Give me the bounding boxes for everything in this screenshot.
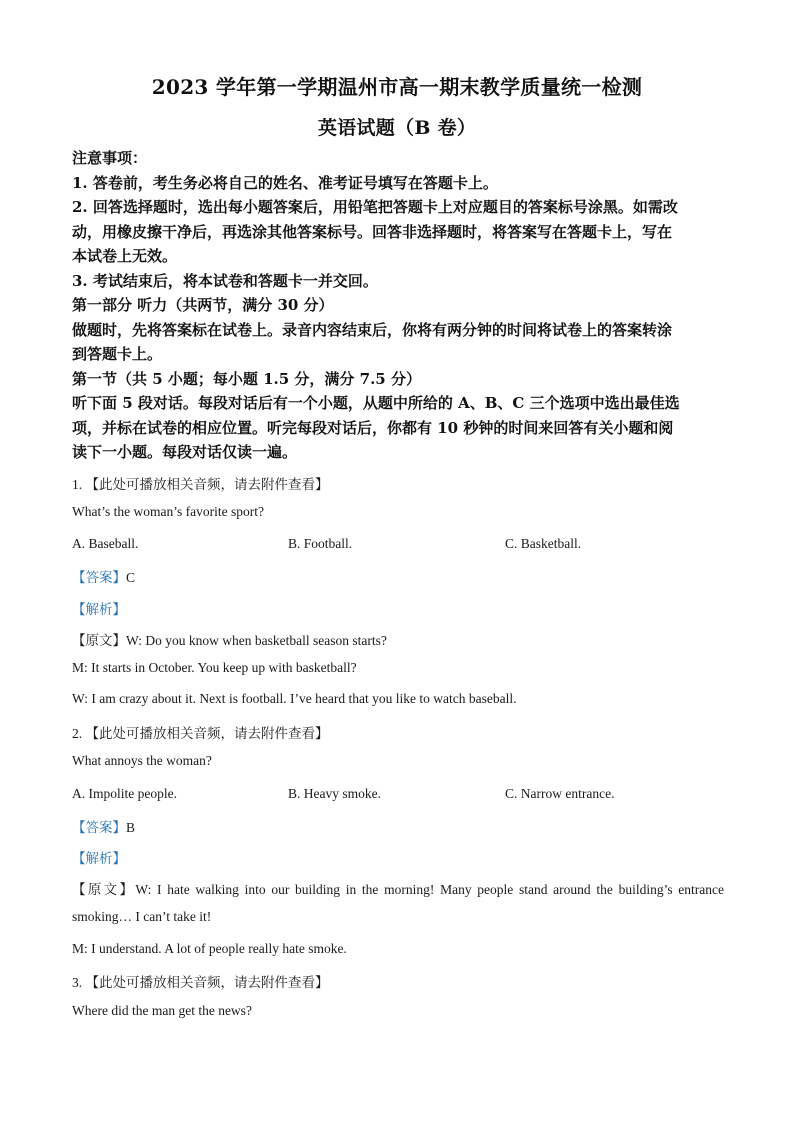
q3-audio-note: 3. 【此处可播放相关音频，请去附件查看】 bbox=[72, 975, 329, 990]
q2-answer-tag: 【答案】 bbox=[72, 820, 126, 835]
q1-transcript-line-3: W: I am crazy about it. Next is football. I’ve heard that you like to watch baseball. bbox=[72, 691, 517, 706]
section-1-heading: 第一节（共 5 小题；每小题 1.5 分，满分 7.5 分） bbox=[72, 369, 421, 388]
section-1-description-line-2: 项，并标在试卷的相应位置。听完每段对话后，你都有 10 秒钟的时间来回答有关小题和阅 bbox=[72, 418, 674, 437]
q2-question: What annoys the woman? bbox=[72, 753, 212, 768]
q2-transcript-tag: 【原文】 bbox=[72, 882, 136, 897]
q2-transcript-line-3: M: I understand. A lot of people really hate smoke. bbox=[72, 941, 347, 956]
q1-analysis-tag: 【解析】 bbox=[72, 602, 126, 617]
q2-option-c: C. Narrow entrance. bbox=[505, 786, 615, 801]
q1-transcript-line-2: M: It starts in October. You keep up with basketball? bbox=[72, 660, 357, 675]
notice-item-2-line-2: 动，用橡皮擦干净后，再选涂其他答案标号。回答非选择题时，将答案写在答题卡上，写在 bbox=[72, 222, 673, 241]
q3-question: Where did the man get the news? bbox=[72, 1003, 252, 1018]
q1-transcript-line-1 bbox=[72, 629, 387, 649]
notice-item-2-line-3: 本试卷上无效。 bbox=[72, 247, 178, 265]
q1-answer-row bbox=[72, 566, 135, 586]
section-1-description-line-1: 听下面 5 段对话。每段对话后有一个小题，从题中所给的 A、B、C 三个选项中选出最佳选 bbox=[72, 394, 680, 412]
section-1-description-line-3: 读下一小题。每段对话仅读一遍。 bbox=[72, 443, 298, 461]
part-1-description-line-1: 做题时，先将答案标在试卷上。录音内容结束后，你将有两分钟的时间将试卷上的答案转涂 bbox=[72, 320, 673, 339]
q2-audio-note: 2. 【此处可播放相关音频，请去附件查看】 bbox=[72, 726, 329, 741]
q2-answer-value: B bbox=[126, 820, 136, 835]
q2-transcript-line-2: smoking… I can’t take it! bbox=[72, 909, 212, 924]
q1-option-b: B. Football. bbox=[288, 536, 353, 551]
q2-transcript-line-1 bbox=[72, 878, 724, 898]
q1-option-a: A. Baseball. bbox=[72, 536, 139, 551]
q2-transcript-text-1: W: I hate walking into our building in the morning! Many people stand around the building’s entrance bbox=[135, 882, 724, 897]
q1-transcript-tag: 【原文】 bbox=[72, 633, 126, 648]
q1-transcript-text-1: W: Do you know when basketball season starts? bbox=[126, 633, 387, 648]
q2-answer-row bbox=[72, 816, 135, 836]
q1-question: What’s the woman’s favorite sport? bbox=[72, 504, 264, 519]
notice-item-3: 3. 考试结束后，将本试卷和答题卡一并交回。 bbox=[72, 271, 378, 290]
document-subtitle: 英语试题（B 卷） bbox=[317, 117, 477, 139]
notice-item-2-line-1: 2. 回答选择题时，选出每小题答案后，用铅笔把答题卡上对应题目的答案标号涂黑。如需改 bbox=[72, 198, 678, 216]
part-1-description-line-2: 到答题卡上。 bbox=[72, 345, 163, 363]
q2-analysis-tag: 【解析】 bbox=[72, 851, 126, 866]
q1-answer-tag: 【答案】 bbox=[72, 570, 126, 585]
q2-option-b: B. Heavy smoke. bbox=[288, 786, 381, 801]
notice-item-1: 1. 答卷前，考生务必将自己的姓名、准考证号填写在答题卡上。 bbox=[72, 173, 498, 192]
q2-option-a: A. Impolite people. bbox=[72, 786, 177, 801]
part-1-heading: 第一部分 听力（共两节，满分 30 分） bbox=[72, 296, 334, 314]
notice-heading: 注意事项： bbox=[72, 149, 148, 167]
document-title: 2023 学年第一学期温州市高一期末教学质量统一检测 bbox=[151, 75, 643, 99]
q1-answer-value: C bbox=[126, 570, 136, 585]
q1-audio-note: 1. 【此处可播放相关音频，请去附件查看】 bbox=[72, 477, 329, 492]
notice-section bbox=[72, 146, 724, 465]
q1-option-c: C. Basketball. bbox=[505, 536, 582, 551]
